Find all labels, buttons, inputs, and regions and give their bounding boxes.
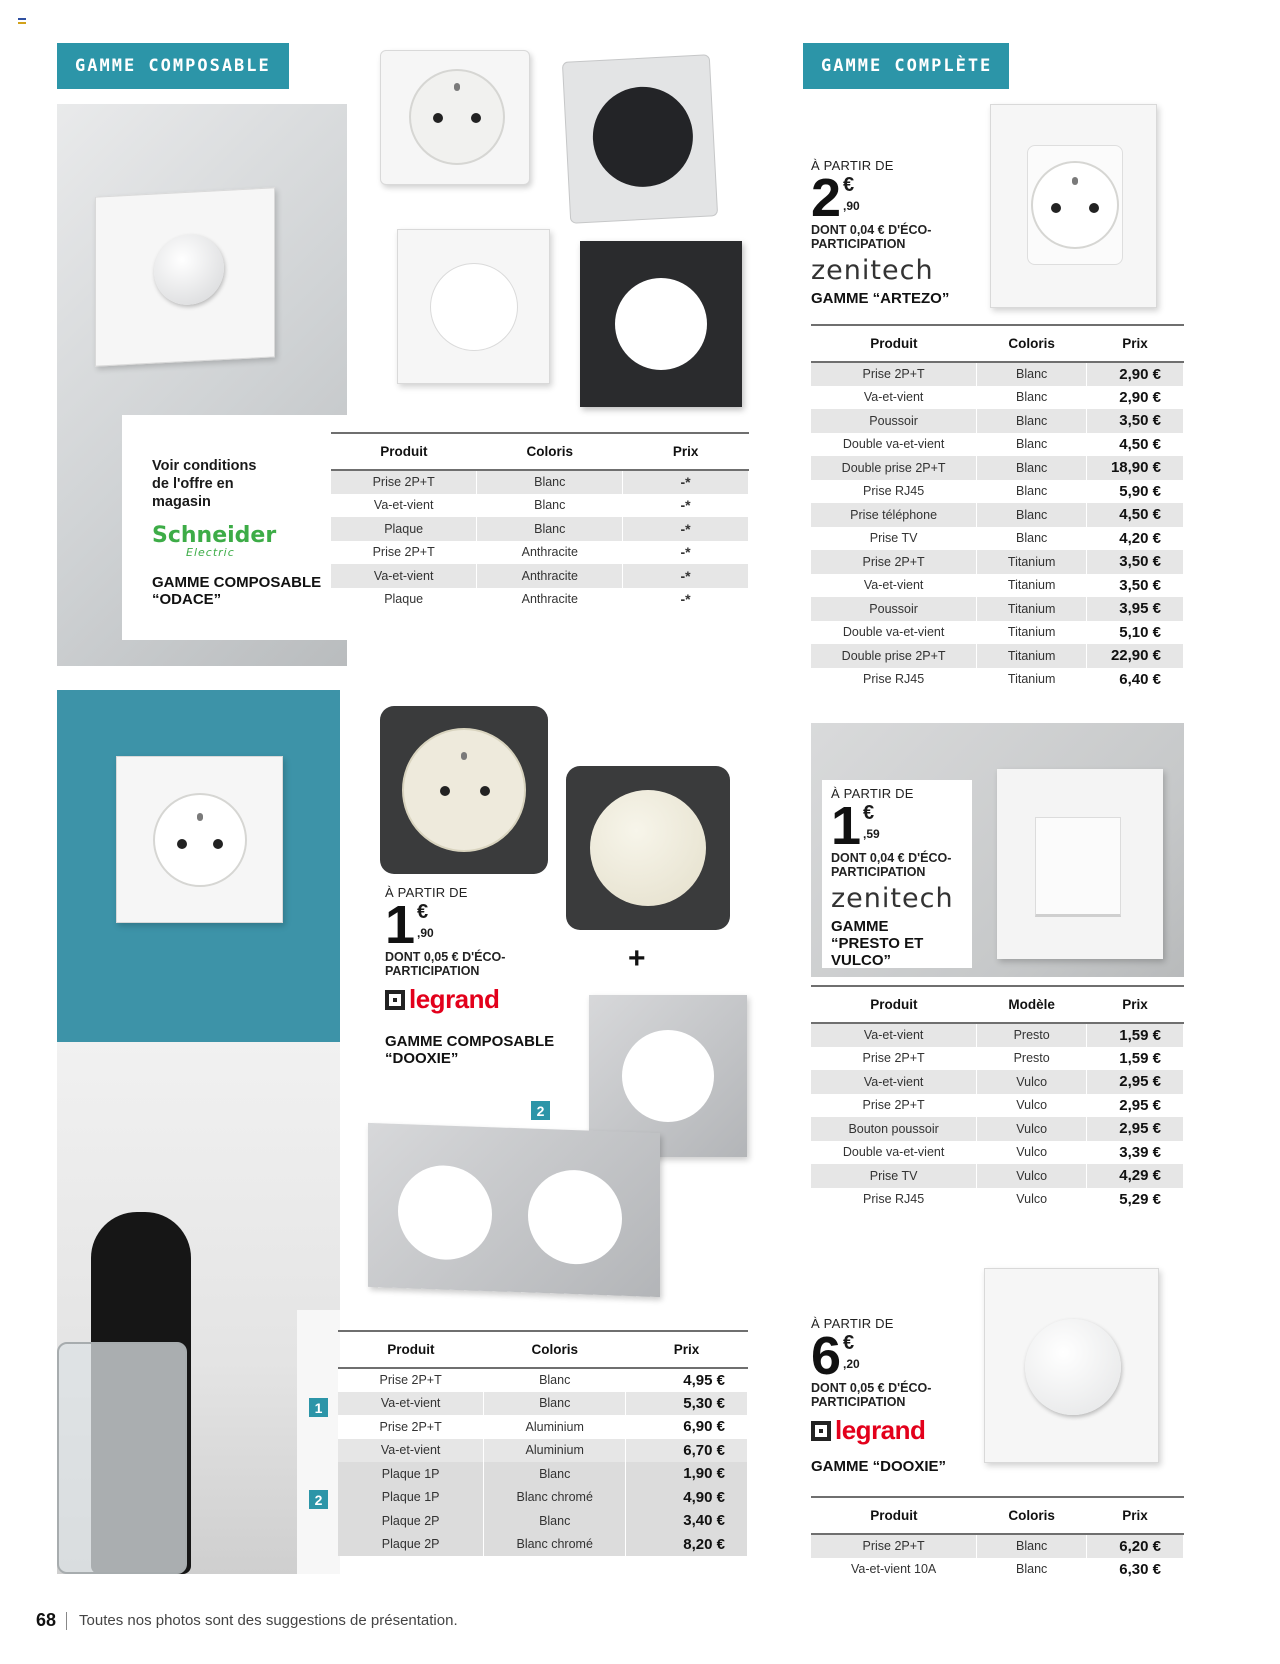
dooxie-price-table — [811, 1496, 1184, 1581]
table-cell: Blanc — [477, 470, 623, 494]
schneider-logo — [152, 525, 347, 558]
table-cell: 2,95 € — [1087, 1094, 1184, 1118]
table-cell: Anthracite — [477, 564, 623, 588]
table-cell: Titanium — [977, 668, 1087, 692]
table-cell: Double va-et-vient — [811, 621, 977, 645]
table-cell: -* — [623, 517, 749, 541]
table-cell: Va-et-vient — [811, 574, 977, 598]
badge-2: 2 — [531, 1101, 550, 1120]
table-cell: Plaque 2P — [338, 1533, 484, 1557]
table-cell: 5,30 € — [626, 1392, 748, 1416]
table-cell: Blanc — [477, 517, 623, 541]
presto-switch-box — [997, 769, 1163, 959]
legrand-mark-icon — [385, 990, 405, 1010]
table-row — [338, 1486, 748, 1510]
price-part: 6 — [811, 1326, 842, 1386]
col-header-coloris: Coloris — [477, 433, 623, 470]
table-cell: Prise 2P+T — [811, 1094, 977, 1118]
price-part: € — [843, 174, 855, 196]
artezo-range: GAMME “ARTEZO” — [811, 290, 950, 307]
table-cell: 1,59 € — [1087, 1023, 1184, 1047]
table-cell: Prise 2P+T — [811, 1534, 977, 1558]
price-part: € — [843, 1332, 855, 1354]
table-header — [331, 433, 749, 470]
table-cell: 6,90 € — [626, 1415, 748, 1439]
price-part: 1 — [831, 796, 862, 856]
odace-switch-mech-anthracite — [562, 54, 718, 224]
table-cell: Blanc — [484, 1509, 626, 1533]
dooxie-composable-price-table — [338, 1330, 748, 1556]
col-header-coloris: Coloris — [977, 1497, 1087, 1534]
price-part: € — [417, 901, 429, 923]
odace-range: GAMME COMPOSABLE “ODACE” — [152, 574, 322, 608]
price-part: ,90 — [417, 926, 434, 940]
table-cell: Prise 2P+T — [811, 1047, 977, 1071]
table-cell: Titanium — [977, 644, 1087, 668]
table-row — [811, 1023, 1184, 1047]
table-cell: Titanium — [977, 550, 1087, 574]
price-part: ,20 — [843, 1357, 860, 1371]
odace-price-table — [331, 432, 749, 611]
col-header-coloris: Coloris — [484, 1331, 626, 1368]
side-badge-1: 1 — [309, 1398, 328, 1417]
col-header-produit: Produit — [338, 1331, 484, 1368]
table-row — [338, 1533, 748, 1557]
odace-wall-plate — [95, 187, 275, 366]
price — [811, 1326, 981, 1386]
price-from-label: À PARTIR DE — [831, 786, 914, 801]
dooxie-socket-mech — [380, 706, 548, 874]
table-row — [811, 386, 1184, 410]
table-cell: 1,90 € — [626, 1462, 748, 1486]
table-cell: Blanc — [477, 494, 623, 518]
table-cell: Blanc — [484, 1368, 626, 1392]
price-from-label: À PARTIR DE — [811, 158, 894, 173]
table-row — [811, 362, 1184, 386]
schneider-logo-text: Schneider — [152, 523, 277, 548]
table-cell: -* — [623, 541, 749, 565]
table-row — [338, 1415, 748, 1439]
page-number: 68 — [36, 1610, 57, 1630]
table-cell: Prise TV — [811, 527, 977, 551]
table-cell: Plaque — [331, 588, 477, 612]
dooxie-card — [811, 1316, 981, 1486]
table-row — [811, 433, 1184, 457]
table-row — [811, 1047, 1184, 1071]
table-row — [811, 1070, 1184, 1094]
table-cell: Plaque 1P — [338, 1486, 484, 1510]
price — [811, 168, 981, 228]
table-cell: 8,20 € — [626, 1533, 748, 1557]
table-cell: Blanc — [977, 527, 1087, 551]
table-cell: 6,70 € — [626, 1439, 748, 1463]
rocker-switch-icon — [1035, 817, 1121, 917]
col-header-produit: Produit — [811, 325, 977, 362]
table-cell: 4,95 € — [626, 1368, 748, 1392]
table-cell: Vulco — [977, 1117, 1087, 1141]
table-cell: Blanc — [977, 456, 1087, 480]
table-cell: Double va-et-vient — [811, 433, 977, 457]
odace-offer-text: Voir conditions de l'offre en magasin — [152, 458, 257, 510]
table-cell: Double prise 2P+T — [811, 456, 977, 480]
table-cell: Anthracite — [477, 588, 623, 612]
table-cell: Prise 2P+T — [338, 1415, 484, 1439]
table-cell: Bouton poussoir — [811, 1117, 977, 1141]
col-header-produit: Produit — [811, 986, 977, 1023]
glass-jar — [57, 1342, 187, 1574]
table-cell: Blanc chromé — [484, 1486, 626, 1510]
table-cell: Va-et-vient — [331, 564, 477, 588]
table-cell: Double va-et-vient — [811, 1141, 977, 1165]
table-cell: -* — [623, 564, 749, 588]
table-row — [811, 409, 1184, 433]
col-header-prix: Prix — [623, 433, 749, 470]
footer-divider — [66, 1612, 67, 1630]
anthracite-button — [590, 84, 695, 189]
table-cell: Blanc — [977, 386, 1087, 410]
socket-icon — [153, 793, 247, 887]
table-row — [811, 503, 1184, 527]
table-cell: 2,90 € — [1087, 362, 1184, 386]
table-cell: Vulco — [977, 1070, 1087, 1094]
table-row — [811, 527, 1184, 551]
table-row — [331, 541, 749, 565]
col-header-prix: Prix — [1087, 986, 1184, 1023]
table-header — [811, 986, 1184, 1023]
table-cell: Blanc — [977, 1558, 1087, 1582]
table-cell: Plaque 1P — [338, 1462, 484, 1486]
table-cell: Blanc — [977, 480, 1087, 504]
table-cell: 4,20 € — [1087, 527, 1184, 551]
socket-icon — [409, 69, 505, 165]
section-tag-composable: GAMME COMPOSABLE — [57, 43, 289, 89]
table-cell: Va-et-vient — [331, 494, 477, 518]
table-cell: 4,29 € — [1087, 1164, 1184, 1188]
dooxie-composable-range: GAMME COMPOSABLE “DOOXIE” — [385, 1033, 555, 1067]
table-cell: Titanium — [977, 621, 1087, 645]
table-cell: Aluminium — [484, 1439, 626, 1463]
col-header-prix: Prix — [1087, 1497, 1184, 1534]
table-cell: 5,90 € — [1087, 480, 1184, 504]
zenitech-logo: zenitech — [831, 883, 954, 914]
table-row — [811, 480, 1184, 504]
table-cell: Poussoir — [811, 597, 977, 621]
table-cell: Vulco — [977, 1141, 1087, 1165]
presto-range: GAMME “PRESTO ET VULCO” — [831, 918, 924, 969]
table-cell: Vulco — [977, 1164, 1087, 1188]
table-row — [811, 644, 1184, 668]
table-row — [811, 1188, 1184, 1212]
table-cell: Blanc chromé — [484, 1533, 626, 1557]
table-row — [811, 597, 1184, 621]
socket-icon — [1031, 161, 1119, 249]
table-cell: Prise RJ45 — [811, 1188, 977, 1212]
table-cell: -* — [623, 494, 749, 518]
table-cell: Plaque — [331, 517, 477, 541]
price — [385, 895, 565, 955]
table-row — [331, 494, 749, 518]
table-cell: 2,90 € — [1087, 386, 1184, 410]
presto-price-table — [811, 985, 1184, 1211]
table-cell: 3,50 € — [1087, 550, 1184, 574]
footer — [36, 1610, 458, 1631]
table-cell: Vulco — [977, 1188, 1087, 1212]
artezo-socket — [990, 104, 1157, 308]
table-cell: 3,50 € — [1087, 574, 1184, 598]
odace-knob — [154, 233, 224, 307]
table-cell: 1,59 € — [1087, 1047, 1184, 1071]
table-row — [811, 574, 1184, 598]
price-from-label: À PARTIR DE — [385, 885, 468, 900]
eco-participation: DONT 0,04 € D'ÉCO-PARTICIPATION — [811, 223, 932, 251]
presto-card — [822, 780, 972, 968]
dooxie-plate-2p — [368, 1123, 660, 1297]
table-header — [811, 1497, 1184, 1534]
section-tag-complete: GAMME COMPLÈTE — [803, 43, 1009, 89]
table-row — [811, 1117, 1184, 1141]
dooxie-photo-blue-wall — [57, 690, 340, 1042]
table-cell: 3,95 € — [1087, 597, 1184, 621]
table-row — [811, 668, 1184, 692]
table-cell: Va-et-vient — [811, 1070, 977, 1094]
table-header — [338, 1331, 748, 1368]
table-cell: Presto — [977, 1023, 1087, 1047]
table-cell: Va-et-vient 10A — [811, 1558, 977, 1582]
table-cell: Plaque 2P — [338, 1509, 484, 1533]
switch-button-icon — [590, 790, 706, 906]
table-cell: 2,95 € — [1087, 1070, 1184, 1094]
dooxie-switch — [984, 1268, 1159, 1463]
schneider-logo-subtext: Electric — [186, 546, 235, 559]
table-cell: Prise RJ45 — [811, 480, 977, 504]
zenitech-logo: zenitech — [811, 255, 934, 286]
table-cell: Va-et-vient — [811, 386, 977, 410]
table-cell: 4,90 € — [626, 1486, 748, 1510]
table-cell: Aluminium — [484, 1415, 626, 1439]
table-cell: Va-et-vient — [338, 1392, 484, 1416]
col-header-coloris: Coloris — [977, 325, 1087, 362]
table-cell: 22,90 € — [1087, 644, 1184, 668]
table-cell: -* — [623, 588, 749, 612]
dooxie-side-panel — [297, 1310, 340, 1574]
col-header-modele: Modèle — [977, 986, 1087, 1023]
price-from-label: À PARTIR DE — [811, 1316, 894, 1331]
table-cell: 3,40 € — [626, 1509, 748, 1533]
table-cell: Prise 2P+T — [811, 362, 977, 386]
table-cell: Prise téléphone — [811, 503, 977, 527]
table-cell: Prise 2P+T — [331, 541, 477, 565]
side-badge-2: 2 — [309, 1490, 328, 1509]
dooxie-switch-mech — [566, 766, 730, 930]
table-row — [338, 1368, 748, 1392]
table-row — [811, 1558, 1184, 1582]
legrand-mark-icon — [811, 1421, 831, 1441]
legrand-logo — [385, 984, 565, 1015]
table-cell: 4,50 € — [1087, 433, 1184, 457]
price-part: 2 — [811, 168, 842, 228]
table-cell: Va-et-vient — [338, 1439, 484, 1463]
footer-note: Toutes nos photos sont des suggestions de présentation. — [79, 1612, 458, 1629]
col-header-prix: Prix — [1087, 325, 1184, 362]
table-row — [811, 1094, 1184, 1118]
legrand-logo — [811, 1415, 981, 1446]
artezo-card — [811, 158, 981, 318]
col-header-produit: Produit — [811, 1497, 977, 1534]
col-header-produit: Produit — [331, 433, 477, 470]
table-cell: 3,50 € — [1087, 409, 1184, 433]
table-cell: Anthracite — [477, 541, 623, 565]
table-cell: Blanc — [977, 503, 1087, 527]
plus-icon: + — [628, 942, 646, 975]
dooxie-range: GAMME “DOOXIE” — [811, 1458, 947, 1475]
table-cell: 2,95 € — [1087, 1117, 1184, 1141]
table-row — [338, 1462, 748, 1486]
dooxie-wall-socket — [116, 756, 283, 923]
table-cell: Titanium — [977, 574, 1087, 598]
table-cell: Vulco — [977, 1094, 1087, 1118]
eco-participation: DONT 0,05 € D'ÉCO-PARTICIPATION — [811, 1381, 932, 1409]
odace-socket-mech-white — [380, 50, 530, 185]
table-cell: 5,29 € — [1087, 1188, 1184, 1212]
price-part: 1 — [385, 895, 416, 955]
table-row — [811, 550, 1184, 574]
dooxie-composable-card — [385, 885, 565, 1085]
table-cell: Titanium — [977, 597, 1087, 621]
corner-mark — [18, 18, 26, 26]
price-part: ,90 — [843, 199, 860, 213]
table-row — [811, 1141, 1184, 1165]
table-cell: Prise 2P+T — [331, 470, 477, 494]
table-header — [811, 325, 1184, 362]
price-part: legrand — [835, 1415, 926, 1445]
table-cell: Prise RJ45 — [811, 668, 977, 692]
price-part: legrand — [409, 984, 500, 1014]
table-row — [811, 621, 1184, 645]
table-cell: Prise TV — [811, 1164, 977, 1188]
table-row — [811, 1534, 1184, 1558]
eco-participation: DONT 0,04 € D'ÉCO-PARTICIPATION — [831, 851, 952, 879]
table-row — [331, 588, 749, 612]
eco-participation: DONT 0,05 € D'ÉCO-PARTICIPATION — [385, 950, 506, 978]
table-cell: Blanc — [977, 1534, 1087, 1558]
table-cell: Prise 2P+T — [811, 550, 977, 574]
table-cell: Prise 2P+T — [338, 1368, 484, 1392]
table-row — [338, 1509, 748, 1533]
table-row — [331, 517, 749, 541]
odace-plate-white — [397, 229, 550, 384]
table-cell: Blanc — [484, 1392, 626, 1416]
price-part: ,59 — [863, 827, 880, 841]
table-cell: Presto — [977, 1047, 1087, 1071]
table-cell: Poussoir — [811, 409, 977, 433]
table-cell: Double prise 2P+T — [811, 644, 977, 668]
artezo-price-table — [811, 324, 1184, 691]
table-row — [331, 564, 749, 588]
table-cell: 18,90 € — [1087, 456, 1184, 480]
table-cell: Va-et-vient — [811, 1023, 977, 1047]
table-row — [338, 1392, 748, 1416]
table-row — [811, 456, 1184, 480]
odace-plate-anthracite — [580, 241, 742, 407]
price — [831, 796, 972, 856]
table-cell: Blanc — [977, 362, 1087, 386]
table-cell: 5,10 € — [1087, 621, 1184, 645]
table-row — [331, 470, 749, 494]
odace-card — [122, 415, 347, 640]
table-cell: Blanc — [977, 409, 1087, 433]
table-cell: -* — [623, 470, 749, 494]
table-cell: 6,40 € — [1087, 668, 1184, 692]
socket-icon — [402, 728, 526, 852]
table-row — [338, 1439, 748, 1463]
table-cell: 6,30 € — [1087, 1558, 1184, 1582]
table-row — [811, 1164, 1184, 1188]
table-cell: Blanc — [977, 433, 1087, 457]
col-header-prix: Prix — [626, 1331, 748, 1368]
table-cell: 4,50 € — [1087, 503, 1184, 527]
table-cell: Blanc — [484, 1462, 626, 1486]
table-cell: 3,39 € — [1087, 1141, 1184, 1165]
table-cell: 6,20 € — [1087, 1534, 1184, 1558]
push-button-icon — [1025, 1319, 1121, 1415]
price-part: € — [863, 802, 875, 824]
